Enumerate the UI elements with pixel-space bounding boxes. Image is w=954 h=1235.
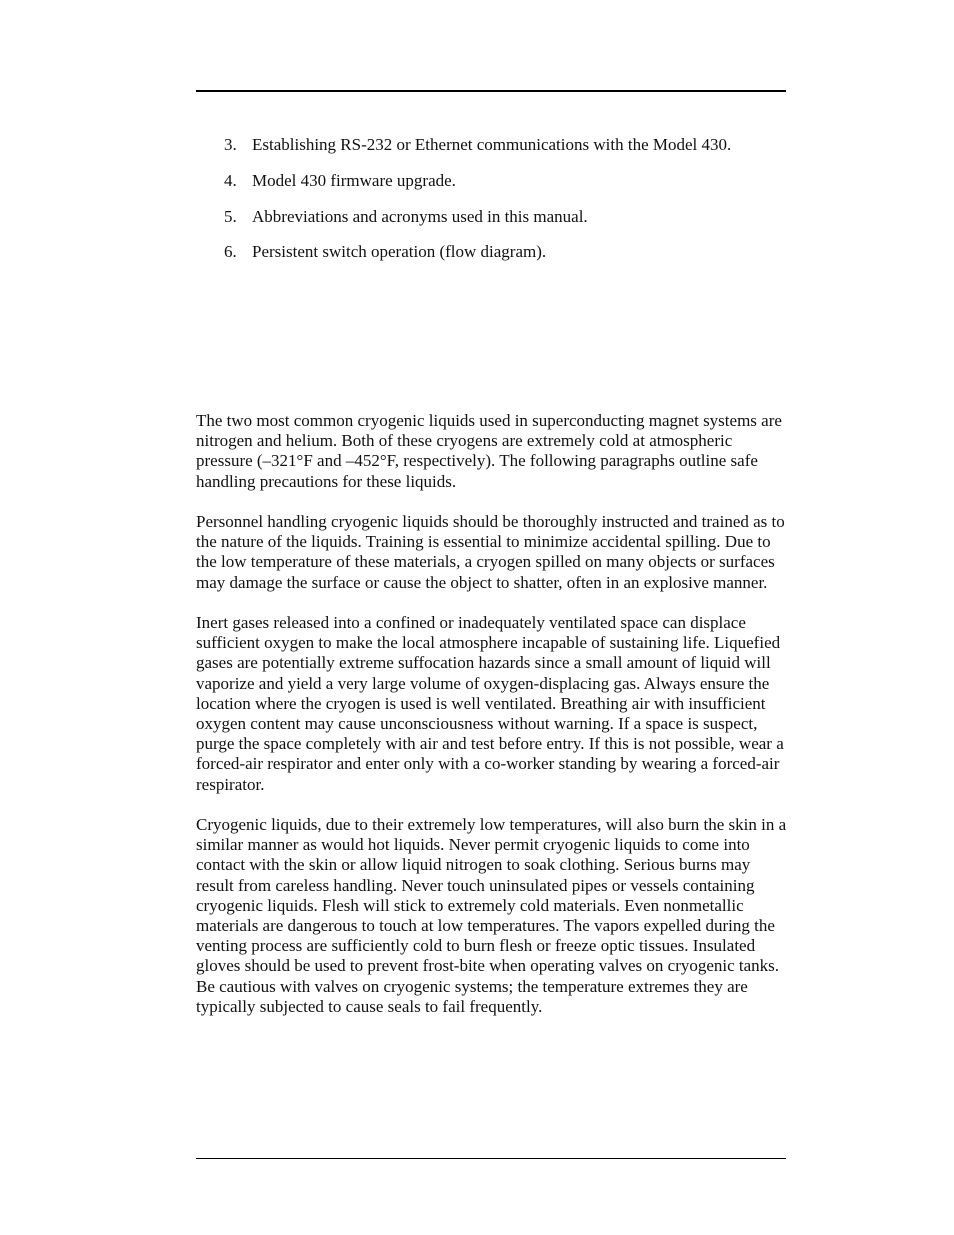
- list-item: [224, 135, 786, 155]
- list-item: [224, 171, 786, 191]
- paragraph-personnel-training: Personnel handling cryogenic liquids should be thoroughly instructed and trained as to the nature of the liquids. Training is essential to minimize accidental spilling. Due to the low temperature of these materials, a cryogen spilled on many objects or surfaces may damage the surface or cause the object to shatter, often in an explosive manner.: [196, 512, 785, 592]
- list-item-number: 4.: [224, 170, 237, 190]
- body-text: [196, 411, 788, 1037]
- list-item-text: Persistent switch operation (flow diagram).: [252, 242, 547, 262]
- paragraph-suffocation-hazard: Inert gases released into a confined or inadequately ventilated space can displace sufficient oxygen to make the local atmosphere incapable of sustaining life. Liquefied gases are potentially extreme suffocation hazards since a small amount of liquid will vaporize and yield a very large volume of oxygen-displacing gas. Always ensure the location where the cryogen is used is well ventilated. Breathing air with insufficient oxygen content may cause unconsciousness without warning. If a space is suspect, purge the space completely with air and test before entry. If this is not possible, wear a forced-air respirator and enter only with a co-worker standing by wearing a forced-air respirator.: [196, 613, 784, 794]
- header-rule: [196, 90, 786, 92]
- list-item-number: 5.: [224, 206, 237, 226]
- list-item-number: 3.: [224, 135, 237, 154]
- paragraph-burn-hazard: Cryogenic liquids, due to their extremely low temperatures, will also burn the skin in a similar manner as would hot liquids. Never permit cryogenic liquids to come into contact with the skin or allow liquid nitrogen to soak clothing. Serious burns may result from careless handling. Never touch uninsulated pipes or vessels containing cryogenic liquids. Flesh will stick to extremely cold materials. Even nonmetallic materials are dangerous to touch at low temperatures. The vapors expelled during the venting process are sufficiently cold to burn flesh or freeze optic tissues. Insulated gloves should be used to prevent frost-bite when operating valves on cryogenic tanks. Be cautious with valves on cryogenic systems; the temperature extremes they are typically subjected to cause seals to fail frequently.: [196, 815, 787, 1016]
- footer-rule: [196, 1158, 786, 1159]
- list-item-number: 6.: [224, 242, 237, 262]
- list-item-text: Establishing RS-232 or Ethernet communications with the Model 430.: [252, 135, 732, 154]
- list-item: [224, 242, 786, 262]
- paragraph-cryogen-overview: The two most common cryogenic liquids used in superconducting magnet systems are nitrogen and helium. Both of these cryogens are extremely cold at atmospheric pressure (–321°F and –452°F, respectively). The following paragraphs outline safe handling precautions for these liquids.: [196, 411, 782, 491]
- list-item-text: Model 430 firmware upgrade.: [252, 170, 456, 190]
- appendix-topics-list: [224, 135, 786, 278]
- list-item-text: Abbreviations and acronyms used in this manual.: [252, 206, 588, 226]
- list-item: [224, 207, 786, 227]
